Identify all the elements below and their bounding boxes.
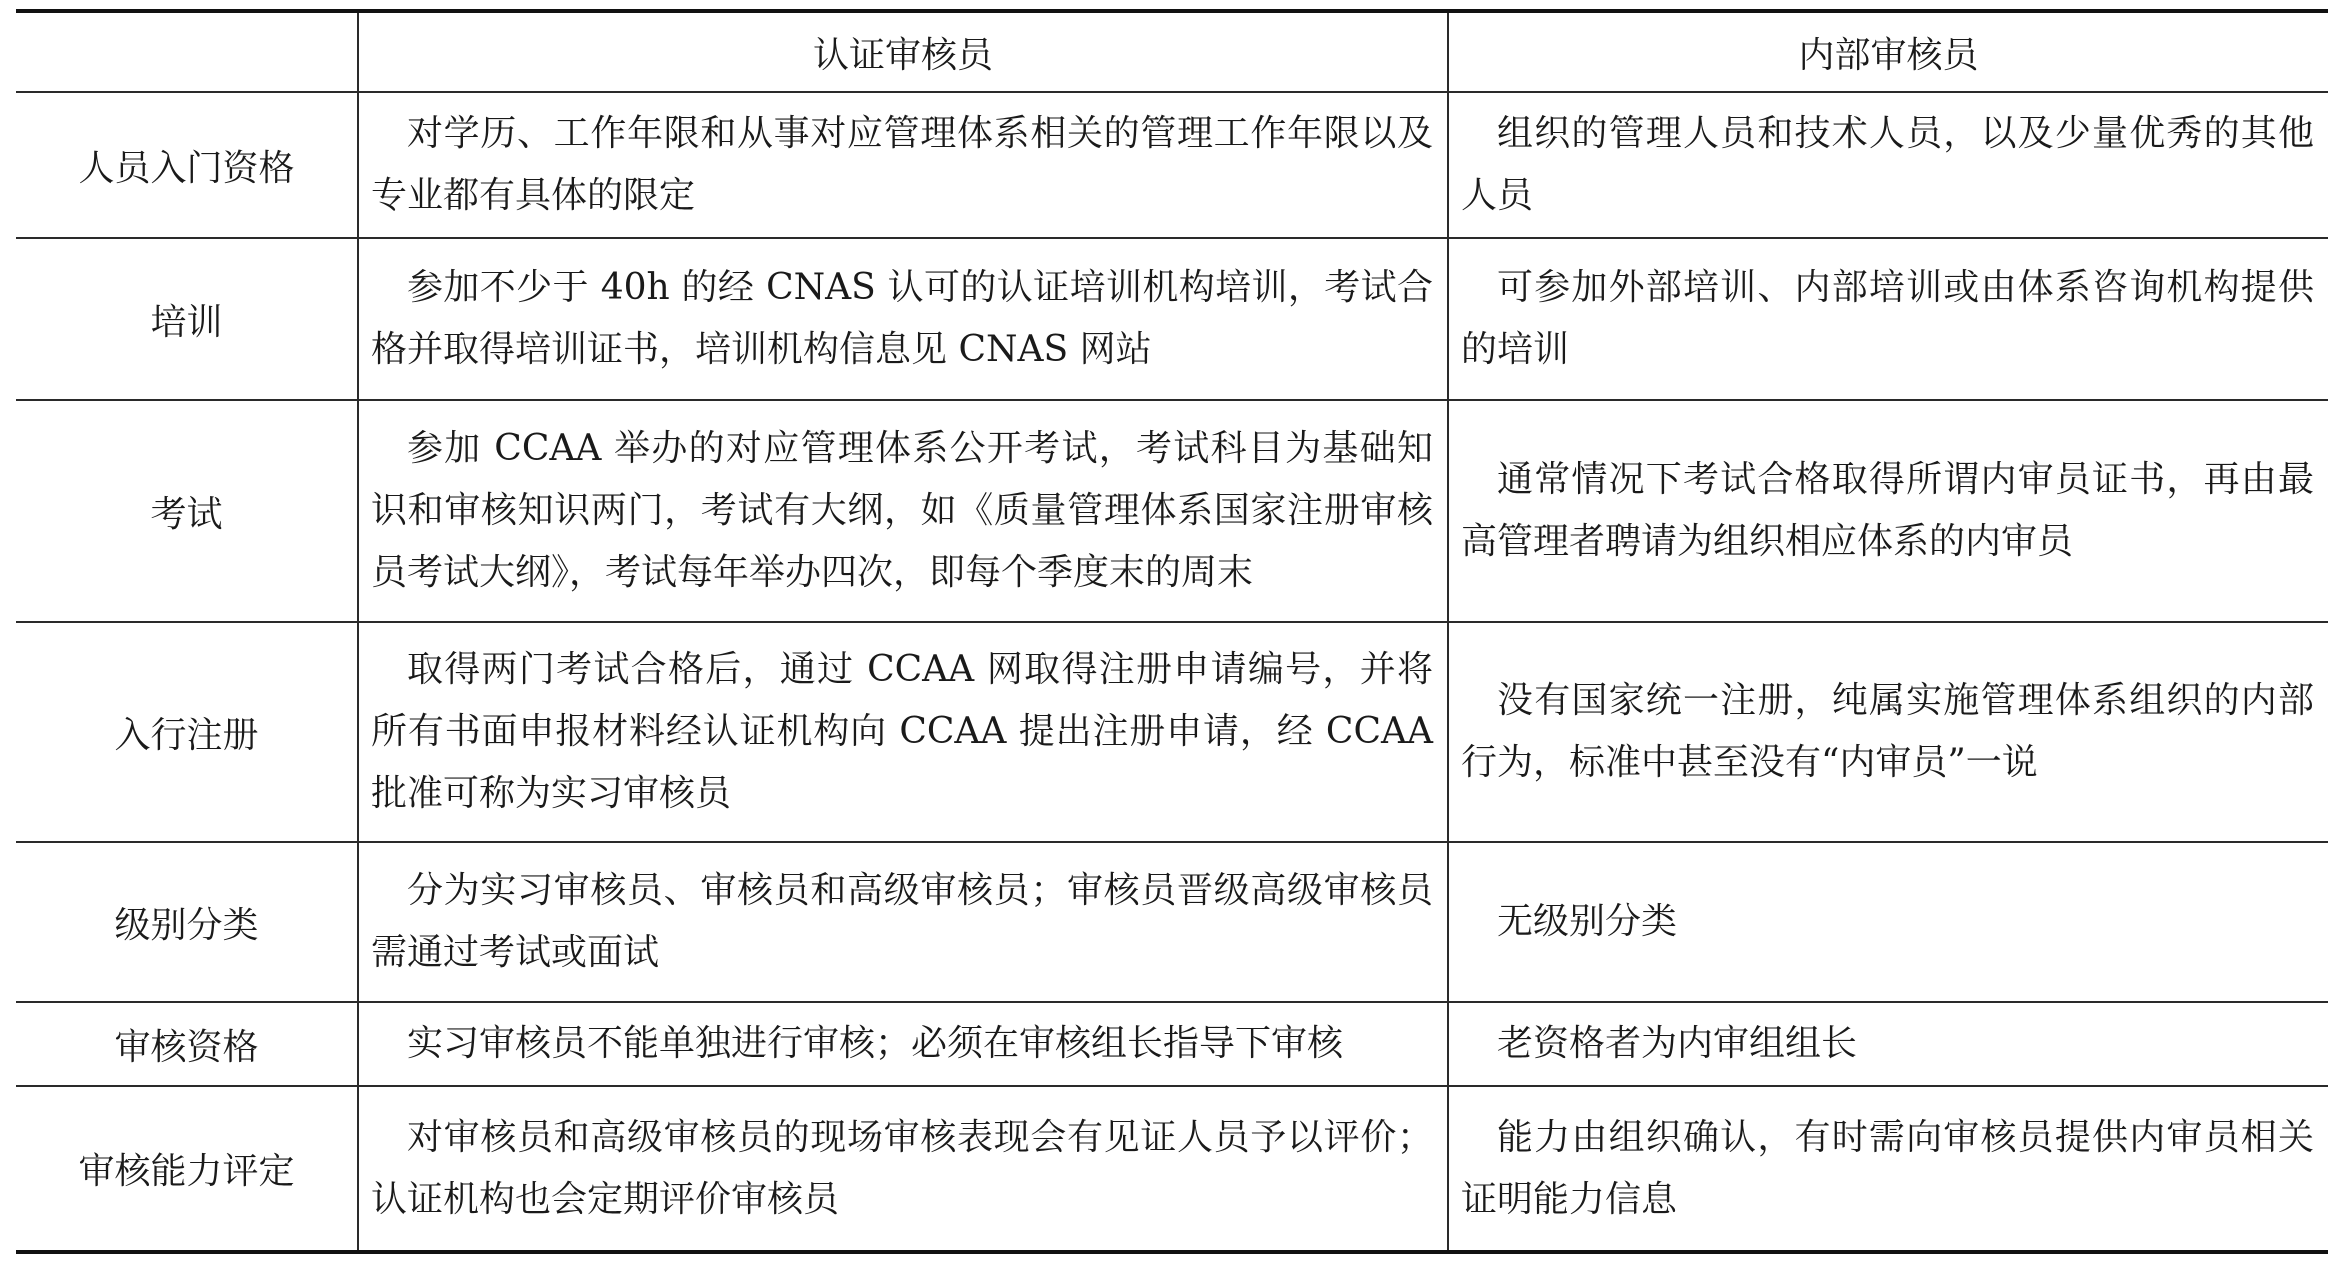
internal-cell: 无级别分类 [1448, 842, 2328, 1002]
table-row [16, 842, 2328, 1002]
row-label: 人员入门资格 [16, 92, 358, 238]
header-row [16, 11, 2328, 92]
table-row [16, 238, 2328, 400]
table-row [16, 622, 2328, 842]
table-row [16, 400, 2328, 622]
internal-cell: 老资格者为内审组组长 [1448, 1002, 2328, 1086]
internal-cell: 没有国家统一注册，纯属实施管理体系组织的内部行为，标准中甚至没有“内审员”一说 [1448, 622, 2328, 842]
table-row [16, 1086, 2328, 1252]
internal-cell: 可参加外部培训、内部培训或由体系咨询机构提供的培训 [1448, 238, 2328, 400]
certified-cell: 参加不少于 40h 的经 CNAS 认可的认证培训机构培训，考试合格并取得培训证书，培训机构信息见 CNAS 网站 [358, 238, 1448, 400]
certified-cell: 对学历、工作年限和从事对应管理体系相关的管理工作年限以及专业都有具体的限定 [358, 92, 1448, 238]
table-body [16, 92, 2328, 1252]
certified-cell: 分为实习审核员、审核员和高级审核员；审核员晋级高级审核员需通过考试或面试 [358, 842, 1448, 1002]
certified-cell: 参加 CCAA 举办的对应管理体系公开考试，考试科目为基础知识和审核知识两门，考试有大纲，如《质量管理体系国家注册审核员考试大纲》，考试每年举办四次，即每个季度末的周末 [358, 400, 1448, 622]
header-internal-auditor: 内部审核员 [1448, 11, 2328, 92]
internal-cell: 组织的管理人员和技术人员，以及少量优秀的其他人员 [1448, 92, 2328, 238]
row-label: 审核能力评定 [16, 1086, 358, 1252]
header-certified-auditor: 认证审核员 [358, 11, 1448, 92]
row-label: 级别分类 [16, 842, 358, 1002]
certified-cell: 取得两门考试合格后，通过 CCAA 网取得注册申请编号，并将所有书面申报材料经认证机构向 CCAA 提出注册申请，经 CCAA 批准可称为实习审核员 [358, 622, 1448, 842]
row-label: 培训 [16, 238, 358, 400]
table-row [16, 92, 2328, 238]
comparison-table [16, 9, 2328, 1254]
table-row [16, 1002, 2328, 1086]
internal-cell: 能力由组织确认，有时需向审核员提供内审员相关证明能力信息 [1448, 1086, 2328, 1252]
internal-cell: 通常情况下考试合格取得所谓内审员证书，再由最高管理者聘请为组织相应体系的内审员 [1448, 400, 2328, 622]
certified-cell: 实习审核员不能单独进行审核；必须在审核组长指导下审核 [358, 1002, 1448, 1086]
row-label: 入行注册 [16, 622, 358, 842]
comparison-table-container [16, 9, 2328, 1254]
certified-cell: 对审核员和高级审核员的现场审核表现会有见证人员予以评价；认证机构也会定期评价审核员 [358, 1086, 1448, 1252]
table-header [16, 11, 2328, 92]
row-label: 考试 [16, 400, 358, 622]
header-empty-cell [16, 11, 358, 92]
row-label: 审核资格 [16, 1002, 358, 1086]
